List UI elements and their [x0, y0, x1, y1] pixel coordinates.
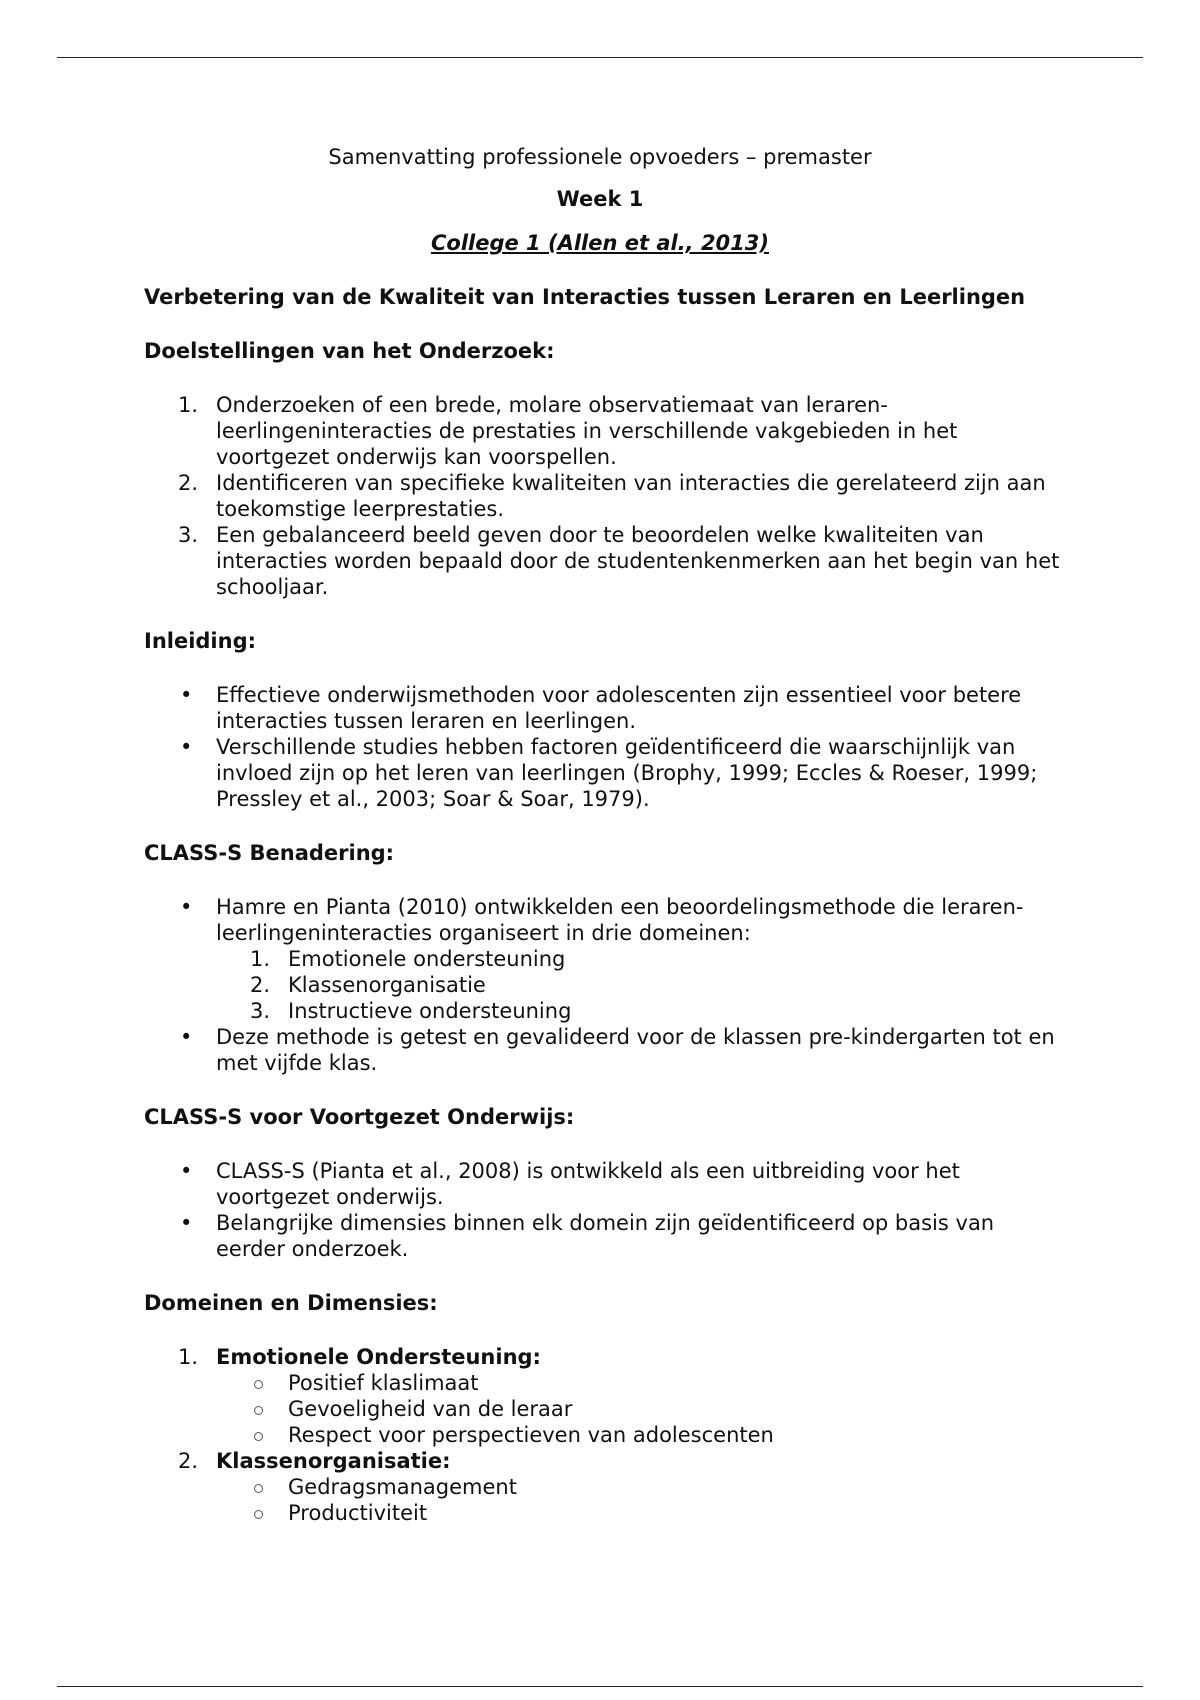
- sub-list-item: Gevoeligheid van de leraar: [144, 1396, 1064, 1422]
- inleiding-list: [144, 682, 1064, 812]
- domeinen-list: [144, 1344, 1064, 1526]
- section-heading-doelstellingen: Doelstellingen van het Onderzoek:: [144, 339, 555, 363]
- list-item: 1. Emotionele Ondersteuning:: [178, 1345, 541, 1369]
- section-heading-class-s: CLASS-S Benadering:: [144, 841, 395, 865]
- bullet-icon: •: [180, 735, 193, 759]
- sub-list-item: Productiviteit: [144, 1500, 1064, 1526]
- bullet-icon: •: [180, 683, 193, 707]
- list-item: • Effectieve onderwijsmethoden voor adolescenten zijn essentieel voor betere interacties tussen leraren en leerlingen.: [180, 683, 1022, 733]
- voortgezet-list: [144, 1158, 1064, 1262]
- college-heading: College 1 (Allen et al., 2013): [430, 231, 769, 255]
- sub-list-item: Positief klaslimaat: [144, 1370, 1064, 1396]
- list-item: 2. Klassenorganisatie:: [178, 1449, 451, 1473]
- sub-list-item: 2. Klassenorganisatie: [250, 973, 486, 997]
- list-item: 1. Onderzoeken of een brede, molare observatiemaat van leraren-leerlingeninteracties de prestaties in verschillende vakgebieden in het voortgezet onderwijs kan voorspellen.: [178, 393, 958, 469]
- list-item: 3. Een gebalanceerd beeld geven door te beoordelen welke kwaliteiten van interacties worden bepaald door de studentenkenmerken aan het begin van het schooljaar.: [178, 523, 1060, 599]
- bullet-icon: •: [180, 1025, 193, 1049]
- top-rule: [57, 57, 1143, 58]
- list-item: • Deze methode is getest en gevalideerd voor de klassen pre-kindergarten tot en met vijfde klas.: [180, 1025, 1055, 1075]
- document-body: [144, 284, 1064, 1526]
- sub-list-item: 3. Instructieve ondersteuning: [250, 999, 572, 1023]
- doelstellingen-list: [144, 392, 1064, 600]
- main-heading: Verbetering van de Kwaliteit van Interacties tussen Leraren en Leerlingen: [144, 285, 1026, 309]
- bottom-rule: [57, 1686, 1143, 1687]
- section-heading-inleiding: Inleiding:: [144, 629, 257, 653]
- class-s-list: [144, 894, 1064, 1076]
- document-title: Samenvatting professionele opvoeders – premaster: [328, 145, 872, 169]
- list-item: • Belangrijke dimensies binnen elk domein zijn geïdentificeerd op basis van eerder onderzoek.: [180, 1211, 995, 1261]
- sub-list-item: Respect voor perspectieven van adolescenten: [144, 1422, 1064, 1448]
- list-item: 2. Identificeren van specifieke kwaliteiten van interacties die gerelateerd zijn aan toekomstige leerprestaties.: [178, 471, 1046, 521]
- circle-bullet-icon: [254, 1406, 263, 1415]
- circle-bullet-icon: [254, 1484, 263, 1493]
- list-item: • Verschillende studies hebben factoren geïdentificeerd die waarschijnlijk van invloed zijn op het leren van leerlingen (Brophy, 1999; Eccles & Roeser, 1999; Pressley et al., 2003; Soar & Soar, 1979).: [180, 735, 1038, 811]
- list-item: • Hamre en Pianta (2010) ontwikkelden een beoordelingsmethode die leraren-leerlingeninteracties organiseert in drie domeinen:: [180, 895, 1024, 945]
- bullet-icon: •: [180, 1211, 193, 1235]
- bullet-icon: •: [180, 1159, 193, 1183]
- circle-bullet-icon: [254, 1510, 263, 1519]
- list-item: • CLASS-S (Pianta et al., 2008) is ontwikkeld als een uitbreiding voor het voortgezet onderwijs.: [180, 1159, 960, 1209]
- bullet-icon: •: [180, 895, 193, 919]
- section-heading-domeinen: Domeinen en Dimensies:: [144, 1291, 438, 1315]
- circle-bullet-icon: [254, 1432, 263, 1441]
- circle-bullet-icon: [254, 1380, 263, 1389]
- sub-list-item: Gedragsmanagement: [144, 1474, 1064, 1500]
- week-heading: Week 1: [556, 187, 644, 211]
- sub-list-item: 1. Emotionele ondersteuning: [250, 947, 566, 971]
- section-heading-voortgezet: CLASS-S voor Voortgezet Onderwijs:: [144, 1105, 575, 1129]
